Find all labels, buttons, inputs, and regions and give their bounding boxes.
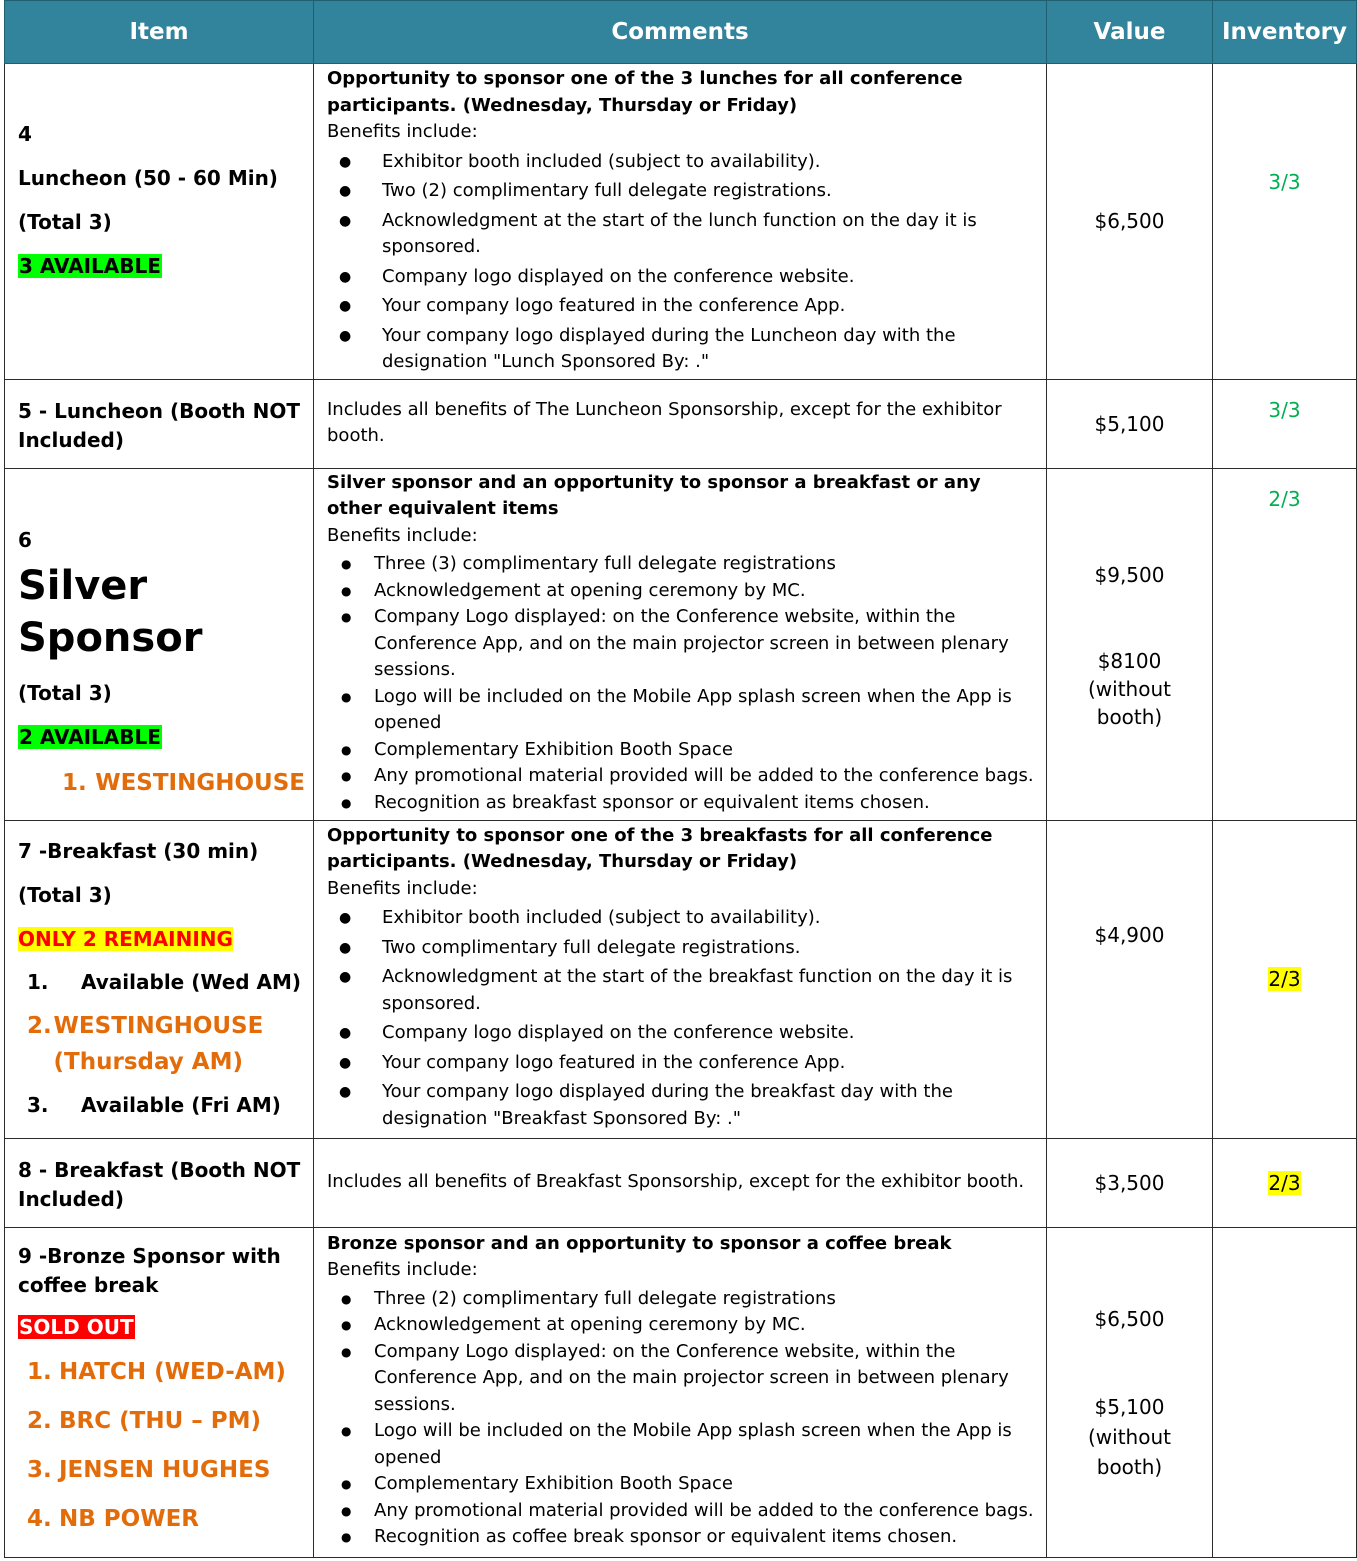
value-amount-no-booth: $5,100 — [1094, 1394, 1165, 1419]
header-comments: Comments — [314, 1, 1047, 64]
value-note: (without — [1088, 676, 1171, 701]
item-total: (Total 3) — [18, 210, 112, 234]
item-cell — [5, 468, 314, 820]
sponsor-name: NB POWER — [59, 1505, 199, 1532]
sponsor-list-item: 1. WESTINGHOUSE — [62, 769, 305, 796]
header-row — [5, 1, 1357, 64]
item-total: (Total 3) — [18, 882, 112, 907]
slot-list-item: 1. Available (Wed AM) — [27, 969, 302, 994]
comments-cell — [314, 379, 1047, 468]
slot-text: Available (Fri AM) — [81, 1092, 281, 1117]
benefit-item: ● Exhibitor booth included (subject to availability). — [327, 149, 1040, 176]
benefit-item: ● Any promotional material provided will be added to the conference bags. — [327, 763, 1040, 790]
sponsor-name: HATCH (WED-AM) — [59, 1358, 286, 1385]
item-cell — [5, 64, 314, 380]
value-amount: $5,100 — [1094, 411, 1165, 436]
slot-list-item: 2. WESTINGHOUSE (Thursday AM) — [18, 1008, 305, 1080]
sponsor-name: WESTINGHOUSE — [95, 769, 305, 796]
item-title: 7 -Breakfast (30 min) — [18, 838, 259, 863]
benefit-item: ● Recognition as coffee break sponsor or equivalent items chosen. — [327, 1524, 1040, 1551]
item-total: (Total 3) — [18, 680, 112, 705]
benefit-item: ● Complementary Exhibition Booth Space — [327, 737, 1040, 764]
benefit-item: ● Company logo displayed on the conference website. — [327, 264, 1040, 291]
inventory-count: 3/3 — [1268, 170, 1301, 194]
value-amount-no-booth: $8100 — [1097, 648, 1162, 673]
benefit-item: ● Company Logo displayed: on the Conference website, within the Conference App, and on the main projector screen in between plenary sessions. — [327, 1339, 1040, 1419]
item-title: 9 -Bronze Sponsor with coffee break — [18, 1243, 281, 1297]
table-row — [5, 64, 1357, 380]
slot-list-item: 3. Available (Fri AM) — [27, 1092, 281, 1117]
benefits-intro: Benefits include: — [327, 1259, 478, 1280]
value-cell — [1047, 468, 1213, 820]
benefit-item: ● Acknowledgement at opening ceremony by MC. — [327, 1312, 1040, 1339]
value-cell — [1047, 379, 1213, 468]
inventory-cell — [1213, 64, 1357, 380]
sponsor-list-item: 2. BRC (THU – PM) — [18, 1402, 305, 1440]
sponsor-list-item: 4. NB POWER — [18, 1500, 305, 1538]
item-cell — [5, 379, 314, 468]
item-title: Silver Sponsor — [18, 562, 203, 661]
value-cell — [1047, 820, 1213, 1138]
benefit-item: ● Recognition as breakfast sponsor or equivalent items chosen. — [327, 790, 1040, 817]
benefit-item: ● Your company logo displayed during the breakfast day with the designation "Breakfast Sponsored By: ." — [327, 1079, 1040, 1132]
value-amount: $9,500 — [1094, 562, 1165, 587]
benefit-item: ● Any promotional material provided will be added to the conference bags. — [327, 1498, 1040, 1525]
value-note: (without — [1088, 1424, 1171, 1449]
item-cell — [5, 1138, 314, 1227]
item-title: Luncheon (50 - 60 Min) — [18, 166, 278, 190]
status-badge: 3 AVAILABLE — [19, 254, 161, 278]
comments-cell — [314, 820, 1047, 1138]
benefit-item: ● Acknowledgment at the start of the breakfast function on the day it is sponsored. — [327, 964, 1040, 1017]
inventory-cell — [1213, 1138, 1357, 1227]
benefits-intro: Benefits include: — [327, 877, 478, 899]
item-cell — [5, 1227, 314, 1557]
item-number: 4 — [18, 122, 32, 146]
benefit-item: ● Three (2) complimentary full delegate registrations — [327, 1286, 1040, 1313]
table-row — [5, 1227, 1357, 1557]
benefit-item: ● Exhibitor booth included (subject to availability). — [327, 905, 1040, 932]
inventory-cell — [1213, 379, 1357, 468]
inventory-count: 2/3 — [1268, 486, 1301, 511]
value-cell — [1047, 1138, 1213, 1227]
table-row — [5, 468, 1357, 820]
benefit-item: ● Company Logo displayed: on the Conference website, within the Conference App, and on the main projector screen in between plenary sessions. — [327, 604, 1040, 684]
item-title: 8 - Breakfast (Booth NOT Included) — [18, 1157, 301, 1211]
benefit-item: ● Logo will be included on the Mobile App splash screen when the App is opened — [327, 1418, 1040, 1471]
benefit-item: ● Acknowledgment at the start of the lunch function on the day it is sponsored. — [327, 208, 1040, 261]
inventory-cell — [1213, 468, 1357, 820]
value-note: booth) — [1096, 704, 1163, 729]
value-amount: $6,500 — [1094, 1306, 1165, 1331]
table-row — [5, 1138, 1357, 1227]
inventory-count: 2/3 — [1268, 967, 1301, 991]
benefit-item: ● Two complimentary full delegate registrations. — [327, 935, 1040, 962]
status-badge: SOLD OUT — [19, 1314, 134, 1339]
benefit-item: ● Company logo displayed on the conference website. — [327, 1020, 1040, 1047]
value-note: booth) — [1096, 1454, 1163, 1479]
inventory-count: 3/3 — [1268, 397, 1301, 422]
inventory-cell — [1213, 1227, 1357, 1557]
item-title: 5 - Luncheon (Booth NOT Included) — [18, 398, 300, 452]
header-value: Value — [1047, 1, 1213, 64]
benefit-item: ● Two (2) complimentary full delegate registrations. — [327, 178, 1040, 205]
status-badge: ONLY 2 REMAINING — [18, 926, 233, 951]
item-cell — [5, 820, 314, 1138]
value-amount: $4,900 — [1094, 922, 1165, 947]
comments-cell — [314, 1138, 1047, 1227]
benefit-item: ● Acknowledgement at opening ceremony by MC. — [327, 578, 1040, 605]
table-row — [5, 820, 1357, 1138]
comment-heading: Opportunity to sponsor one of the 3 breakfasts for all conference participants. (Wednesday, Thursday or Friday) — [327, 824, 993, 872]
benefit-item: ● Your company logo featured in the conference App. — [327, 293, 1040, 320]
slot-text: WESTINGHOUSE (Thursday AM) — [53, 1012, 264, 1075]
value-amount: $3,500 — [1094, 1170, 1165, 1195]
benefit-item: ● Your company logo displayed during the Luncheon day with the designation "Lunch Sponsored By: ." — [327, 323, 1040, 376]
table-row — [5, 379, 1357, 468]
inventory-cell — [1213, 820, 1357, 1138]
benefit-item: ● Three (3) complimentary full delegate registrations — [327, 551, 1040, 578]
comment-text: Includes all benefits of The Luncheon Sponsorship, except for the exhibitor booth. — [327, 398, 1002, 446]
sponsor-list-item: 3. JENSEN HUGHES — [18, 1451, 305, 1489]
value-amount: $6,500 — [1094, 209, 1165, 233]
value-cell — [1047, 64, 1213, 380]
slot-text: Available (Wed AM) — [81, 969, 302, 994]
inventory-count: 2/3 — [1268, 1170, 1301, 1195]
value-cell — [1047, 1227, 1213, 1557]
header-inventory: Inventory — [1213, 1, 1357, 64]
comments-cell — [314, 64, 1047, 380]
comment-heading: Silver sponsor and an opportunity to sponsor a breakfast or any other equivalent items — [327, 471, 981, 519]
item-number: 6 — [18, 527, 32, 552]
sponsor-name: BRC (THU – PM) — [59, 1407, 262, 1434]
comments-cell — [314, 1227, 1047, 1557]
sponsor-name: JENSEN HUGHES — [59, 1456, 271, 1483]
comment-heading: Bronze sponsor and an opportunity to sponsor a coffee break — [327, 1232, 952, 1254]
sponsorship-table — [4, 0, 1357, 1558]
comment-text: Includes all benefits of Breakfast Sponsorship, except for the exhibitor booth. — [327, 1171, 1025, 1193]
benefit-item: ● Logo will be included on the Mobile App splash screen when the App is opened — [327, 684, 1040, 737]
benefit-item: ● Complementary Exhibition Booth Space — [327, 1471, 1040, 1498]
benefit-item: ● Your company logo featured in the conference App. — [327, 1050, 1040, 1077]
sponsor-list-item: 1. HATCH (WED-AM) — [18, 1353, 305, 1391]
comment-heading: Opportunity to sponsor one of the 3 lunches for all conference participants. (Wednesday, Thursday or Friday) — [327, 68, 963, 116]
benefits-intro: Benefits include: — [327, 524, 478, 546]
status-badge: 2 AVAILABLE — [19, 724, 161, 749]
benefits-intro: Benefits include: — [327, 121, 478, 142]
comments-cell — [314, 468, 1047, 820]
header-item: Item — [5, 1, 314, 64]
